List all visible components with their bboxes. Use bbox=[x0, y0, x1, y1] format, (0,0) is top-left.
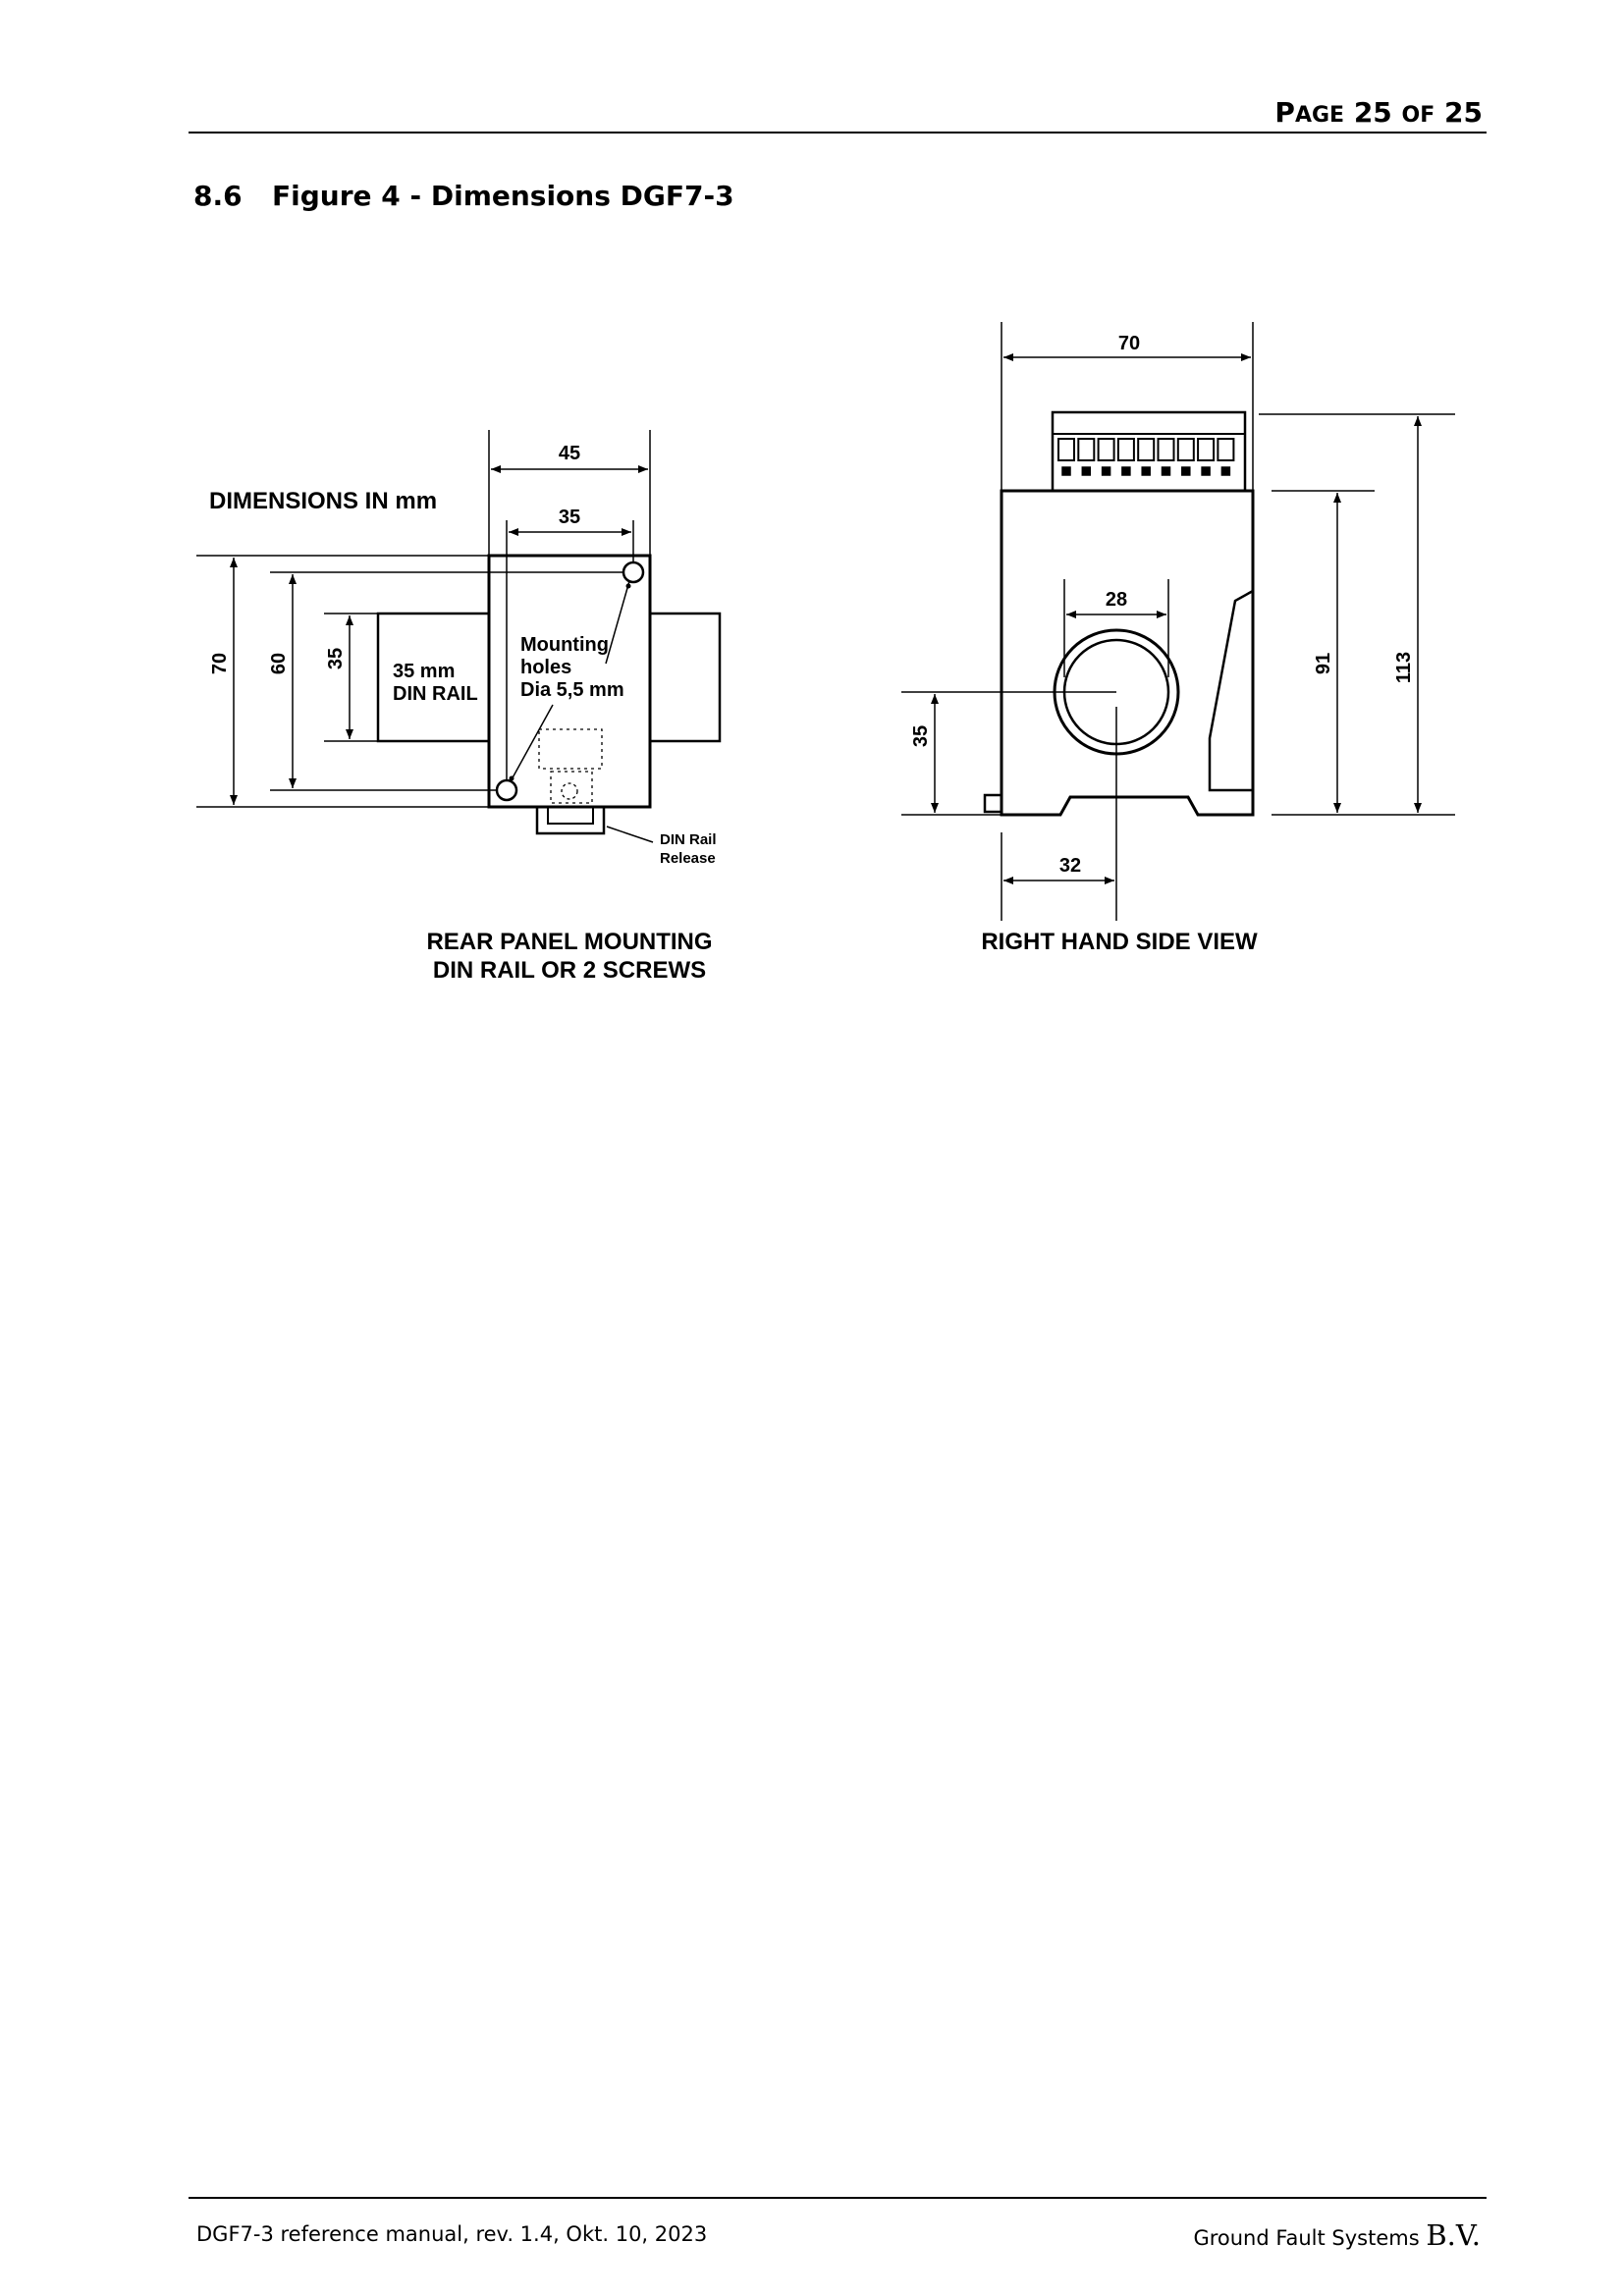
din-rail-right bbox=[648, 614, 720, 741]
section-heading: Figure 4 - Dimensions DGF7-3 bbox=[272, 180, 734, 212]
rail-label-line2: DIN RAIL bbox=[393, 683, 478, 705]
terminal-screw bbox=[1103, 467, 1110, 475]
dim-45-label: 45 bbox=[558, 443, 581, 464]
footer-company-suffix: B.V. bbox=[1426, 2218, 1481, 2252]
dim-side-70-label: 70 bbox=[1117, 333, 1141, 354]
terminal-slot bbox=[1198, 439, 1214, 460]
terminal-screw bbox=[1062, 467, 1070, 475]
page-footer bbox=[189, 2197, 1487, 2252]
terminal-screw bbox=[1122, 467, 1130, 475]
terminal-slot bbox=[1058, 439, 1074, 460]
rear-caption-line1: REAR PANEL MOUNTING bbox=[426, 929, 713, 955]
dim-32-label: 32 bbox=[1058, 855, 1082, 877]
terminal-screw bbox=[1182, 467, 1190, 475]
terminal-slot bbox=[1178, 439, 1194, 460]
side-caption: RIGHT HAND SIDE VIEW bbox=[981, 929, 1258, 955]
footer-document-info: DGF7-3 reference manual, rev. 1.4, Okt. 10, 2023 bbox=[196, 2222, 708, 2246]
terminal-screw bbox=[1221, 467, 1229, 475]
holes-label-line1: Mounting bbox=[520, 634, 609, 656]
footer-company bbox=[1193, 2218, 1481, 2252]
dim-35-rail-label: 35 bbox=[325, 647, 347, 670]
side-view bbox=[901, 322, 1455, 921]
terminal-slot bbox=[1118, 439, 1134, 460]
terminal-screw bbox=[1163, 467, 1170, 475]
terminal-slot bbox=[1138, 439, 1154, 460]
terminal-screw bbox=[1082, 467, 1090, 475]
release-label-line2: Release bbox=[660, 850, 716, 867]
terminal-slot bbox=[1078, 439, 1094, 460]
terminal-slot bbox=[1159, 439, 1174, 460]
dim-70-label: 70 bbox=[209, 652, 231, 675]
release-label-line1: DIN Rail bbox=[660, 831, 717, 848]
terminal-slot bbox=[1099, 439, 1114, 460]
dim-side-35-label: 35 bbox=[910, 724, 932, 748]
mounting-hole-top bbox=[623, 562, 643, 582]
terminal-screw bbox=[1142, 467, 1150, 475]
dim-113-label: 113 bbox=[1393, 651, 1415, 684]
units-label: DIMENSIONS IN mm bbox=[209, 488, 438, 514]
section-number: 8.6 bbox=[193, 180, 243, 212]
holes-label-line2: holes bbox=[520, 657, 572, 678]
dim-28-label: 28 bbox=[1105, 589, 1128, 611]
holes-label-line3: Dia 5,5 mm bbox=[520, 679, 624, 701]
terminal-slots bbox=[1058, 439, 1233, 475]
terminal-slot bbox=[1218, 439, 1233, 460]
footer-company-name: Ground Fault Systems bbox=[1193, 2226, 1420, 2250]
page-number: PAGE 25 OF 25 bbox=[1274, 96, 1483, 129]
mounting-hole-bottom bbox=[497, 780, 516, 800]
rail-label-line1: 35 mm bbox=[393, 661, 456, 682]
dim-60-label: 60 bbox=[268, 652, 290, 675]
dim-91-label: 91 bbox=[1313, 652, 1334, 675]
rear-caption-line2: DIN RAIL OR 2 SCREWS bbox=[432, 957, 707, 984]
terminal-screw bbox=[1202, 467, 1210, 475]
dim-35-width-label: 35 bbox=[558, 507, 581, 528]
